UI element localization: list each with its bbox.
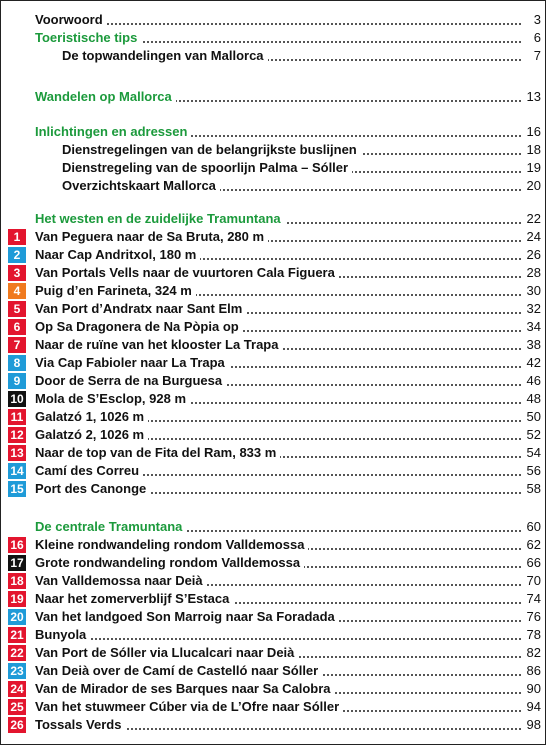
route-entry[interactable] bbox=[1, 444, 547, 462]
route-number-badge: 8 bbox=[8, 355, 26, 371]
route-title: Bunyola bbox=[35, 626, 90, 644]
toc-entry-toeristische-tips[interactable] bbox=[1, 29, 547, 47]
entry-title: Voorwoord bbox=[35, 11, 107, 29]
route-number-badge: 13 bbox=[8, 445, 26, 461]
route-number-badge: 23 bbox=[8, 663, 26, 679]
page-number: 60 bbox=[524, 518, 541, 536]
route-title: Galatzó 2, 1026 m bbox=[35, 426, 148, 444]
page-number: 32 bbox=[524, 300, 541, 318]
route-title: Puig d’en Farineta, 324 m bbox=[35, 282, 196, 300]
route-title: Kleine rondwandeling rondom Valldemossa bbox=[35, 536, 308, 554]
route-entry[interactable] bbox=[1, 698, 547, 716]
route-number-badge: 20 bbox=[8, 609, 26, 625]
route-number-badge: 5 bbox=[8, 301, 26, 317]
west-route-list bbox=[1, 228, 547, 498]
section-title: Wandelen op Mallorca bbox=[35, 88, 176, 106]
route-number-badge: 4 bbox=[8, 283, 26, 299]
page-number: 46 bbox=[524, 372, 541, 390]
entry-title: Toeristische tips bbox=[35, 29, 141, 47]
page-number: 66 bbox=[524, 554, 541, 572]
toc-entry-buslijnen[interactable] bbox=[1, 141, 547, 159]
page-number: 24 bbox=[524, 228, 541, 246]
page-number: 50 bbox=[524, 408, 541, 426]
page-number: 26 bbox=[524, 246, 541, 264]
route-number-badge: 22 bbox=[8, 645, 26, 661]
page-number: 28 bbox=[524, 264, 541, 282]
page-number: 7 bbox=[531, 47, 541, 65]
section-title: De centrale Tramuntana bbox=[35, 518, 186, 536]
page-number: 98 bbox=[524, 716, 541, 734]
page-number: 13 bbox=[524, 88, 541, 106]
route-entry[interactable] bbox=[1, 572, 547, 590]
route-number-badge: 9 bbox=[8, 373, 26, 389]
route-number-badge: 11 bbox=[8, 409, 26, 425]
toc-entry-voorwoord[interactable] bbox=[1, 11, 547, 29]
entry-title: De topwandelingen van Mallorca bbox=[62, 47, 268, 65]
route-title: Naar de ruïne van het klooster La Trapa bbox=[35, 336, 282, 354]
page-number: 56 bbox=[524, 462, 541, 480]
route-title: Van Deià over de Camí de Castelló naar Sóller bbox=[35, 662, 322, 680]
page-number: 94 bbox=[524, 698, 541, 716]
route-title: Van Portals Vells naar de vuurtoren Cala Figuera bbox=[35, 264, 339, 282]
route-number-badge: 6 bbox=[8, 319, 26, 335]
route-entry[interactable] bbox=[1, 228, 547, 246]
route-entry[interactable] bbox=[1, 426, 547, 444]
page-number: 48 bbox=[524, 390, 541, 408]
toc-entry-overzichtskaart[interactable] bbox=[1, 177, 547, 195]
page-number: 19 bbox=[524, 159, 541, 177]
page-number: 70 bbox=[524, 572, 541, 590]
toc-entry-topwandelingen[interactable] bbox=[1, 47, 547, 65]
route-title: Van Port d’Andratx naar Sant Elm bbox=[35, 300, 246, 318]
route-title: Port des Canonge bbox=[35, 480, 150, 498]
central-route-list bbox=[1, 536, 547, 734]
route-title: Van Valldemossa naar Deià bbox=[35, 572, 207, 590]
page-number: 58 bbox=[524, 480, 541, 498]
entry-title: Dienstregeling van de spoorlijn Palma – Sóller bbox=[62, 159, 352, 177]
route-entry[interactable] bbox=[1, 336, 547, 354]
route-number-badge: 7 bbox=[8, 337, 26, 353]
page-number: 3 bbox=[531, 11, 541, 29]
route-number-badge: 24 bbox=[8, 681, 26, 697]
page-number: 38 bbox=[524, 336, 541, 354]
route-number-badge: 25 bbox=[8, 699, 26, 715]
route-title: Van Peguera naar de Sa Bruta, 280 m bbox=[35, 228, 268, 246]
page-number: 86 bbox=[524, 662, 541, 680]
page-number: 74 bbox=[524, 590, 541, 608]
route-entry[interactable] bbox=[1, 282, 547, 300]
route-entry[interactable] bbox=[1, 480, 547, 498]
route-number-badge: 21 bbox=[8, 627, 26, 643]
page-number: 34 bbox=[524, 318, 541, 336]
route-number-badge: 1 bbox=[8, 229, 26, 245]
route-entry[interactable] bbox=[1, 318, 547, 336]
route-entry[interactable] bbox=[1, 554, 547, 572]
entry-title: Overzichtskaart Mallorca bbox=[62, 177, 220, 195]
route-title: Van de Mirador de ses Barques naar Sa Calobra bbox=[35, 680, 335, 698]
route-number-badge: 15 bbox=[8, 481, 26, 497]
page-number: 78 bbox=[524, 626, 541, 644]
route-title: Van Port de Sóller via Llucalcari naar Deià bbox=[35, 644, 298, 662]
section-title: Het westen en de zuidelijke Tramuntana bbox=[35, 210, 285, 228]
page-number: 6 bbox=[531, 29, 541, 47]
page-number: 16 bbox=[524, 123, 541, 141]
route-title: Op Sa Dragonera de Na Pòpia op bbox=[35, 318, 243, 336]
route-entry[interactable] bbox=[1, 462, 547, 480]
route-title: Camí des Correu bbox=[35, 462, 143, 480]
page-number: 54 bbox=[524, 444, 541, 462]
route-entry[interactable] bbox=[1, 354, 547, 372]
route-number-badge: 14 bbox=[8, 463, 26, 479]
entry-title: Dienstregelingen van de belangrijkste buslijnen bbox=[62, 141, 361, 159]
toc-section-central[interactable] bbox=[1, 518, 547, 536]
leader-dots bbox=[35, 23, 521, 25]
page-number: 52 bbox=[524, 426, 541, 444]
page-number: 62 bbox=[524, 536, 541, 554]
route-title: Naar de top van de Fita del Ram, 833 m bbox=[35, 444, 280, 462]
route-entry[interactable] bbox=[1, 264, 547, 282]
page-number: 42 bbox=[524, 354, 541, 372]
route-entry[interactable] bbox=[1, 680, 547, 698]
page-number: 20 bbox=[524, 177, 541, 195]
route-entry[interactable] bbox=[1, 608, 547, 626]
route-number-badge: 19 bbox=[8, 591, 26, 607]
route-title: Via Cap Fabioler naar La Trapa bbox=[35, 354, 229, 372]
route-number-badge: 12 bbox=[8, 427, 26, 443]
route-title: Galatzó 1, 1026 m bbox=[35, 408, 148, 426]
route-entry[interactable] bbox=[1, 408, 547, 426]
route-entry[interactable] bbox=[1, 644, 547, 662]
page-number: 90 bbox=[524, 680, 541, 698]
route-entry[interactable] bbox=[1, 662, 547, 680]
route-number-badge: 2 bbox=[8, 247, 26, 263]
route-entry[interactable] bbox=[1, 300, 547, 318]
route-number-badge: 17 bbox=[8, 555, 26, 571]
route-number-badge: 16 bbox=[8, 537, 26, 553]
entry-title: Inlichtingen en adressen bbox=[35, 123, 191, 141]
table-of-contents bbox=[1, 11, 547, 734]
route-title: Naar het zomerverblijf S’Estaca bbox=[35, 590, 233, 608]
route-entry[interactable] bbox=[1, 716, 547, 734]
route-number-badge: 26 bbox=[8, 717, 26, 733]
toc-entry-spoorlijn[interactable] bbox=[1, 159, 547, 177]
page-number: 22 bbox=[524, 210, 541, 228]
route-title: Grote rondwandeling rondom Valldemossa bbox=[35, 554, 304, 572]
route-title: Tossals Verds bbox=[35, 716, 125, 734]
route-entry[interactable] bbox=[1, 246, 547, 264]
route-entry[interactable] bbox=[1, 372, 547, 390]
route-title: Naar Cap Andritxol, 180 m bbox=[35, 246, 200, 264]
route-title: Door de Serra de na Burguesa bbox=[35, 372, 226, 390]
route-number-badge: 18 bbox=[8, 573, 26, 589]
toc-section-wandelen[interactable] bbox=[1, 88, 547, 106]
leader-dots bbox=[35, 638, 521, 640]
route-number-badge: 3 bbox=[8, 265, 26, 281]
route-title: Van het landgoed Son Marroig naar Sa Foradada bbox=[35, 608, 339, 626]
route-entry[interactable] bbox=[1, 536, 547, 554]
route-entry[interactable] bbox=[1, 590, 547, 608]
route-number-badge: 10 bbox=[8, 391, 26, 407]
page-number: 18 bbox=[524, 141, 541, 159]
page-number: 30 bbox=[524, 282, 541, 300]
toc-section-west[interactable] bbox=[1, 210, 547, 228]
route-title: Mola de S’Esclop, 928 m bbox=[35, 390, 190, 408]
route-entry[interactable] bbox=[1, 626, 547, 644]
page-number: 82 bbox=[524, 644, 541, 662]
page-number: 76 bbox=[524, 608, 541, 626]
route-title: Van het stuwmeer Cúber via de L’Ofre naar Sóller bbox=[35, 698, 343, 716]
route-entry[interactable] bbox=[1, 390, 547, 408]
toc-entry-inlichtingen[interactable] bbox=[1, 123, 547, 141]
